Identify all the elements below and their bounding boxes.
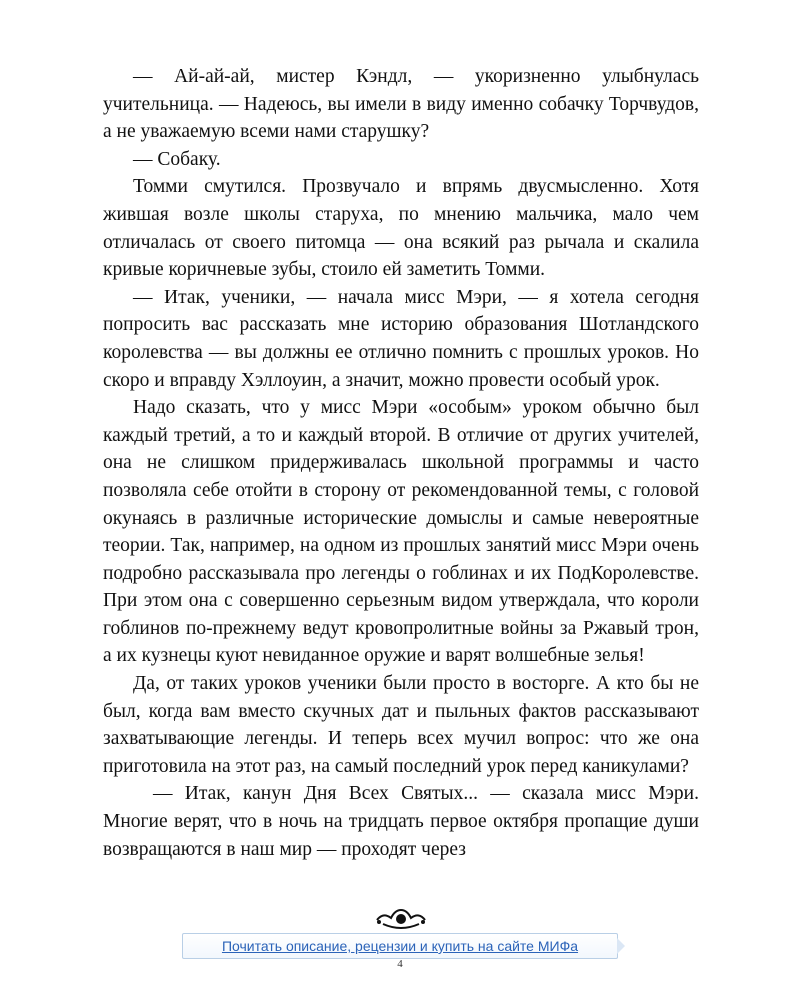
- paragraph-6: Да, от таких уроков ученики были просто в восторге. А кто бы не был, когда вам вместо скучных дат и пыльных фактов рассказывают захватывающие легенды. И теперь всех мучил вопрос: что же она приготовила на этот раз, на самый последний урок перед каникулами?: [103, 673, 699, 777]
- mif-store-link-label[interactable]: Почитать описание, рецензии и купить на сайте МИФа: [221, 938, 579, 954]
- link-arrow-icon: [617, 938, 625, 954]
- ornament-icon: [373, 906, 429, 934]
- paragraph-1: — Ай-ай-ай, мистер Кэндл, — укоризненно улыбнулась учительница. — Надеюсь, вы имели в виду именно собачку Торчвудов, а не уважаемую всеми нами старушку?: [103, 66, 699, 143]
- paragraph-3: Томми смутился. Прозвучало и впрямь двусмысленно. Хотя жившая возле школы старуха, по мнению мальчика, мало чем отличалась от своего питомца — она всякий раз рычала и скалила кривые коричневые зубы, стоило ей заметить Томми.: [103, 176, 699, 281]
- paragraph-2: — Собаку.: [133, 148, 221, 170]
- mif-store-link[interactable]: [182, 933, 618, 959]
- paragraph-7: — Итак, канун Дня Всех Святых... — сказала мисс Мэри. Многие верят, что в ночь на тридцать первое октября пропащие души возвращаются в наш мир — проходят через: [103, 783, 699, 860]
- paragraph-5: Надо сказать, что у мисс Мэри «особым» уроком обычно был каждый третий, а то и каждый второй. В отличие от других учителей, она не слишком придерживалась школьной программы и часто позволяла себе отойти в сторону от рекомендованной темы, с головой окунаясь в различные исторические домыслы и самые невероятные теории. Так, например, на одном из прошлых занятий мисс Мэри очень подробно рассказывала про легенды о гоблинах и их ПодКоролевстве. При этом она с совершенно серьезным видом утверждала, что короли гоблинов по-прежнему ведут кровопролитные войны за Ржавый трон, а их кузнецы куют невиданное оружие и варят волшебные зелья!: [103, 397, 699, 667]
- paragraph-4: — Итак, ученики, — начала мисс Мэри, — я хотела сегодня попросить вас рассказать мне историю образования Шотландского королевства — вы должны ее отлично помнить с прошлых уроков. Но скоро и вправду Хэллоуин, а значит, можно провести особый урок.: [103, 286, 699, 391]
- page-number: 4: [397, 958, 403, 970]
- book-page-text: [103, 63, 699, 863]
